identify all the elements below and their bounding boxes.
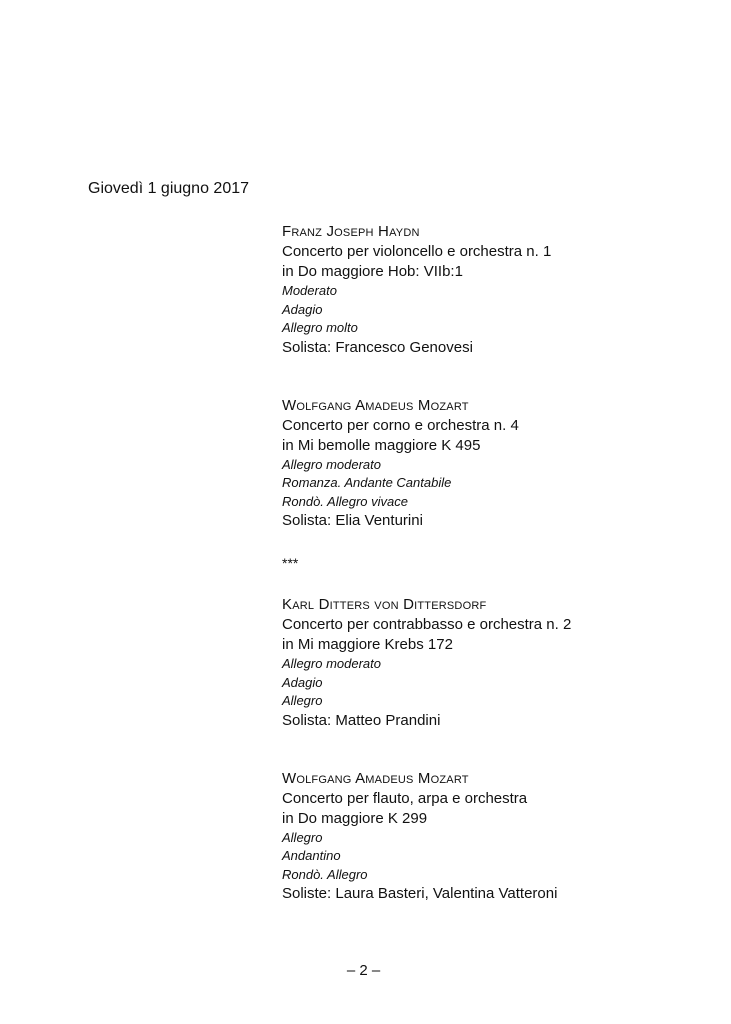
piece-title-line: in Do maggiore Hob: VIIb:1: [282, 263, 463, 280]
piece-title-line: Concerto per violoncello e orchestra n. 1: [282, 243, 552, 260]
movement: Moderato: [282, 283, 337, 298]
program-list: [282, 222, 702, 904]
composer-name: Wolfgang Amadeus Mozart: [282, 769, 469, 787]
piece-mozart-flute-harp: [282, 769, 702, 905]
soloist: Solista: Francesco Genovesi: [282, 338, 473, 356]
movement: Allegro moderato: [282, 656, 381, 671]
piece-title-line: Concerto per contrabbasso e orchestra n. 2: [282, 616, 572, 633]
composer-name: Franz Joseph Haydn: [282, 223, 420, 240]
movement: Rondò. Allegro: [282, 866, 368, 882]
movement: Adagio: [282, 674, 323, 690]
soloist: Soliste: Laura Basteri, Valentina Vatteroni: [282, 885, 558, 902]
composer-name: Wolfgang Amadeus Mozart: [282, 396, 469, 414]
movement: Romanza. Andante Cantabile: [282, 475, 452, 490]
piece-title-line: in Mi maggiore Krebs 172: [282, 636, 453, 653]
movement: Rondò. Allegro vivace: [282, 493, 408, 509]
concert-date: Giovedì 1 giugno 2017: [88, 180, 250, 197]
page-number: [0, 961, 731, 981]
piece-title-line: in Mi bemolle maggiore K 495: [282, 436, 481, 454]
movement: Allegro moderato: [282, 456, 381, 472]
piece-mozart-horn: [282, 396, 702, 532]
piece-title-line: Concerto per flauto, arpa e orchestra: [282, 789, 528, 807]
movement: Allegro: [282, 693, 323, 708]
piece-title-line: in Do maggiore K 299: [282, 809, 428, 827]
intermission-separator: ***: [282, 555, 299, 571]
page-number-text: – 2 –: [346, 962, 381, 979]
piece-haydn: [282, 222, 702, 358]
soloist: Solista: Elia Venturini: [282, 512, 423, 529]
soloist: Solista: Matteo Prandini: [282, 711, 441, 729]
movement: Andantino: [282, 848, 341, 863]
movement: Allegro: [282, 829, 323, 845]
piece-title-line: Concerto per corno e orchestra n. 4: [282, 416, 519, 434]
movement: Adagio: [282, 301, 323, 317]
movement: Allegro molto: [282, 320, 358, 335]
composer-name: Karl Ditters von Dittersdorf: [282, 596, 487, 613]
piece-dittersdorf: [282, 595, 702, 731]
